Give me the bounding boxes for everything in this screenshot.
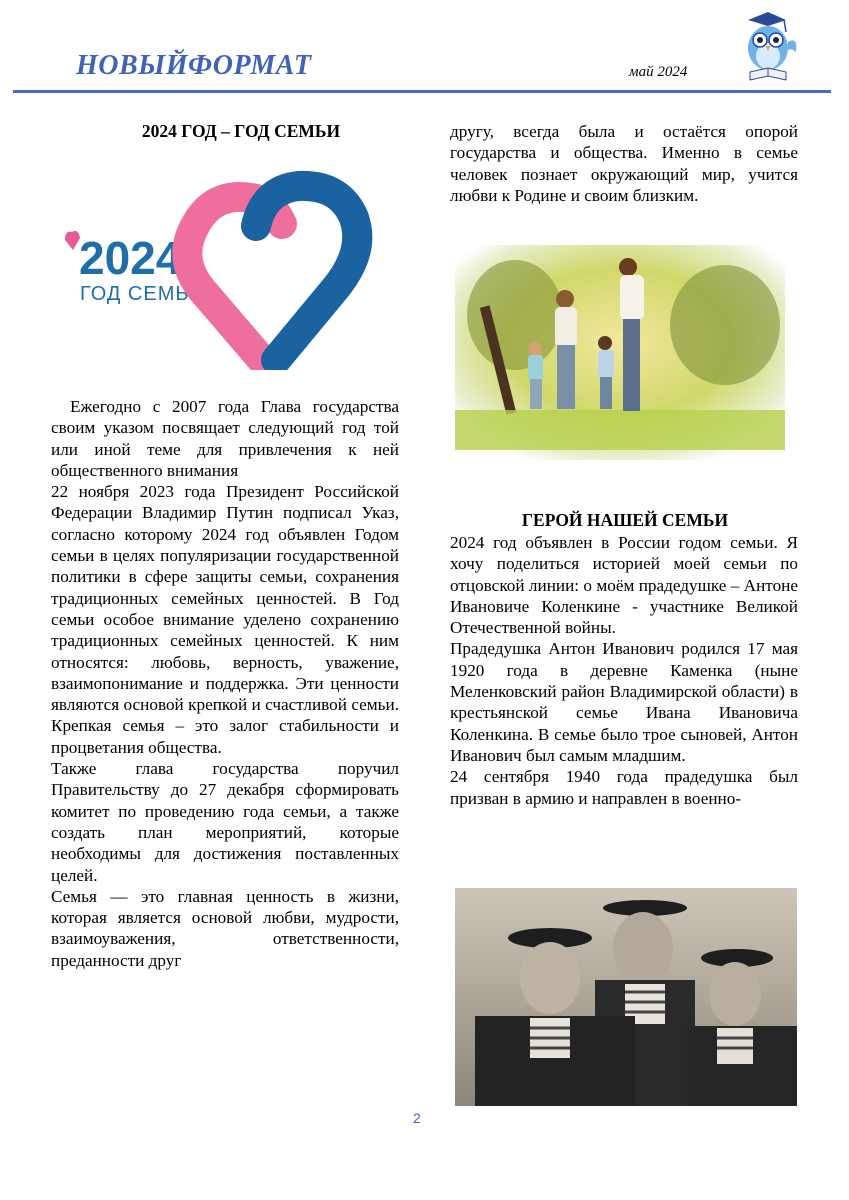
- header-divider: [13, 90, 831, 93]
- article1-continuation: [450, 121, 798, 206]
- article1-paragraph: Семья — это главная ценность в жизни, которая является основой любви, мудрости, взаимоуважения, ответственности, преданности друг: [51, 886, 399, 970]
- article-heading-family-hero: ГЕРОЙ НАШЕЙ СЕМЬИ: [521, 510, 729, 530]
- logo-year-text: 2024: [79, 232, 182, 284]
- magazine-title: НОВЫЙФОРМАТ: [76, 50, 312, 81]
- article-heading-year-of-family: 2024 ГОД – ГОД СЕМЬИ: [141, 121, 341, 141]
- year-of-family-logo: [64, 170, 394, 370]
- article1-body: [51, 396, 399, 971]
- article2-body: [450, 532, 798, 809]
- article1-paragraph: Ежегодно с 2007 года Глава государства своим указом посвящает следующий год той или иной теме для привлечения к ней общественного внимания: [51, 397, 399, 480]
- issue-date: май 2024: [629, 64, 688, 80]
- owl-mascot-logo: [738, 8, 802, 86]
- article2-paragraph: Прадедушка Антон Иванович родился 17 мая 1920 года в деревне Каменка (ныне Меленковский район Владимирской области) в крестьянской семье Ивана Ивановича Коленкина. В семье было трое сыновей, Антон Иванович был самым младшим.: [450, 639, 798, 765]
- article1-paragraph: Также глава государства поручил Правительству до 27 декабря сформировать комитет по проведению года семьи, а также создать план мероприятий, которые необходимы для достижения поставленных целей.: [51, 759, 399, 885]
- family-walking-photo: [455, 245, 785, 460]
- article2-paragraph: 2024 год объявлен в России годом семьи. Я хочу поделиться историей моей семьи по отцовской линии: о моём прадедушке – Антоне Ивановиче Коленкине - участнике Великой Отечественной войны.: [450, 533, 798, 638]
- article1-paragraph-continued: другу, всегда была и остаётся опорой государства и общества. Именно в семье человек познает окружающий мир, учится любви к Родине и своим близким.: [450, 122, 798, 205]
- page-number: 2: [413, 1110, 421, 1126]
- sailors-archive-photo: [455, 888, 797, 1106]
- article2-paragraph: 24 сентября 1940 года прадедушка был призван в армию и направлен в военно-: [450, 767, 798, 808]
- logo-caption-text: ГОД СЕМЬИ: [80, 283, 205, 305]
- article1-paragraph: 22 ноября 2023 года Президент Российской Федерации Владимир Путин подписал Указ, согласно которому 2024 год объявлен Годом семьи в целях популяризации государственной политики в сфере защиты семьи, сохранения традиционных семейных ценностей. В Год семьи особое внимание уделено сохранению традиционных семейных ценностей. К ним относятся: любовь, верность, уважение, взаимопонимание и поддержка. Эти ценности являются основой крепкой и счастливой семьи. Крепкая семья – это залог стабильности и процветания общества.: [51, 482, 399, 757]
